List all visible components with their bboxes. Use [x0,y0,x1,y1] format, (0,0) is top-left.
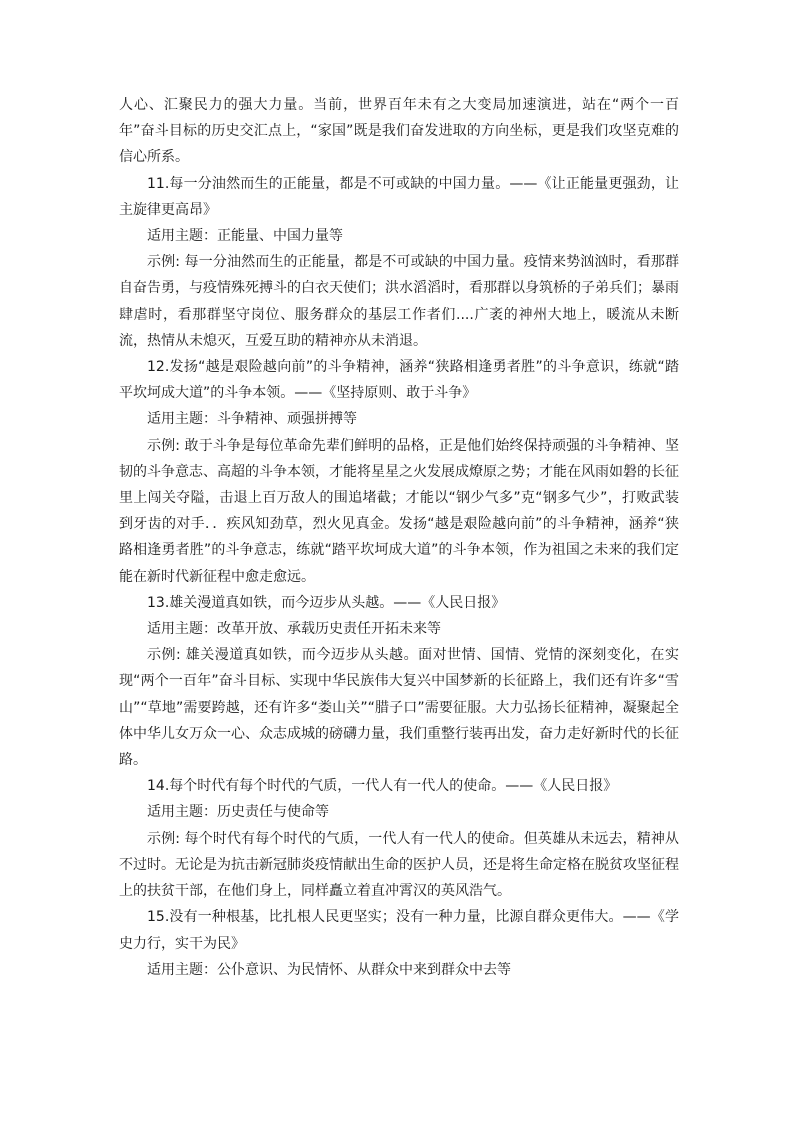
paragraph-intro-continuation: 人心、汇聚民力的强大力量。当前，世界百年未有之大变局加速演进，站在“两个一百年”奋斗目标的历史交汇点上，“家国”既是我们奋发进取的方向坐标，更是我们攻坚克难的信心所系。 [119,97,679,166]
example-12: 示例: 敢于斗争是每位革命先辈们鲜明的品格，正是他们始终保持顽强的斗争精神、坚韧的斗争意志、高超的斗争本领，才能将星星之火发展成燎原之势；才能在风雨如磐的长征里上闯关夺隘，击退上百万敌人的围追堵截；才能以“钢少气多”克“钢多气少”，打败武装到牙齿的对手．．疾风知劲草，烈火见真金。发扬“越是艰险越向前”的斗争精神，涵养“狭路相逢勇者胜”的斗争意志，练就“踏平坎坷成大道”的斗争本领，作为祖国之未来的我们定能在新时代新征程中愈走愈远。 [119,437,679,585]
quote-15: 15.没有一种根基，比扎根人民更坚实；没有一种力量，比源自群众更伟大。——《学史力行，实干为民》 [119,909,679,952]
theme-11: 适用主题：正能量、中国力量等 [147,228,343,245]
quote-13: 13.雄关漫道真如铁，而今迈步从头越。——《人民日报》 [147,594,506,611]
theme-13: 适用主题：改革开放、承载历史责任开拓未来等 [147,621,441,638]
document-body [119,92,679,983]
example-14: 示例: 每个时代有每个时代的气质，一代人有一代人的使命。但英雄从未远去，精神从不过时。无论是为抗击新冠肺炎疫情献出生命的医护人员，还是将生命定格在脱贫攻坚征程上的扶贫干部，在他们身上，同样矗立着直冲霄汉的英风浩气。 [119,830,679,900]
quote-11: 11.每一分油然而生的正能量，都是不可或缺的中国力量。——《让正能量更强劲，让主旋律更高昂》 [119,175,679,218]
theme-15: 适用主题：公仆意识、为民情怀、从群众中来到群众中去等 [147,961,511,978]
quote-14: 14.每个时代有每个时代的气质，一代人有一代人的使命。——《人民日报》 [147,778,618,795]
example-13: 示例: 雄关漫道真如铁，而今迈步从头越。面对世情、国情、党情的深刻变化，在实现“两个一百年”奋斗目标、实现中华民族伟大复兴中国梦新的长征路上，我们还有许多“雪山”“草地”需要跨越，还有许多“娄山关”“腊子口”需要征服。大力弘扬长征精神，凝聚起全体中华儿女万众一心、众志成城的磅礴力量，我们重整行装再出发，奋力走好新时代的长征路。 [119,647,679,769]
quote-12: 12.发扬“越是艰险越向前”的斗争精神，涵养“狭路相逢勇者胜”的斗争意识，练就“踏平坎坷成大道”的斗争本领。——《坚持原则、敢于斗争》 [119,359,679,402]
example-11: 示例: 每一分油然而生的正能量，都是不可或缺的中国力量。疫情来势汹汹时，看那群自奋告勇，与疫情殊死搏斗的白衣天使们；洪水滔滔时，看那群以身筑桥的子弟兵们；暴雨肆虐时，看那群坚守岗位、服务群众的基层工作者们....广袤的神州大地上，暖流从未断流，热情从未熄灭，互爱互助的精神亦从未消退。 [119,254,679,349]
theme-14: 适用主题：历史责任与使命等 [147,804,329,821]
theme-12: 适用主题：斗争精神、顽强拼搏等 [147,411,357,428]
